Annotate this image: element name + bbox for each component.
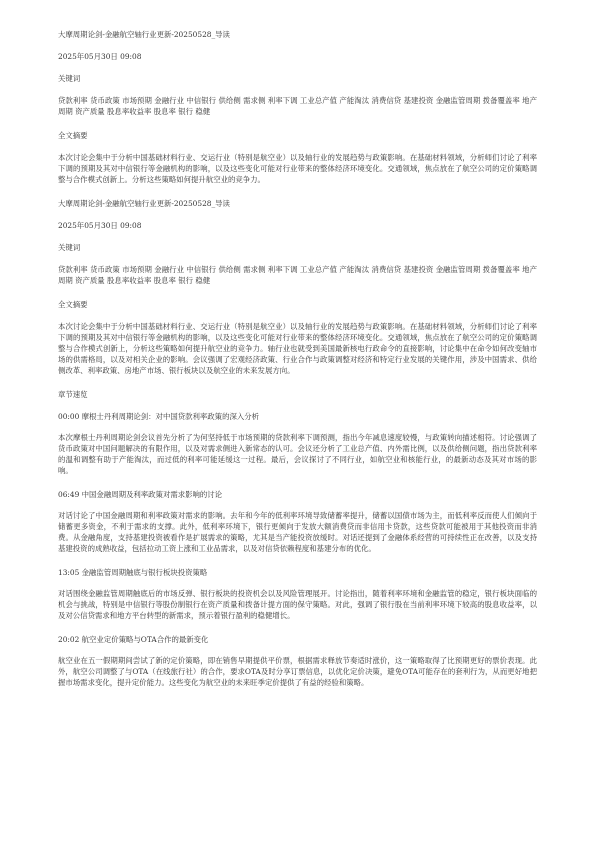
document-datetime: 2025年05月30日 09:08 (58, 221, 142, 230)
keywords-label: 关键词 (58, 74, 81, 83)
document-header-repeat (58, 198, 537, 376)
chapter-item (58, 411, 537, 476)
chapters-label: 章节速览 (58, 390, 88, 399)
chapter-item (58, 489, 537, 554)
chapter-body: 对话讨论了中国金融周期和利率政策对需求的影响。去年和今年的低利率环境导致储蓄率提升，储蓄以国债市场为主，而低利率反而使人们倾向于储蓄更多资金，不利于需求的支撑。此外，低利率环境下，银行更倾向于发放大额消费贷而非信用卡贷款，这些贷款可能被用于其他投资而非消费。从金融角度，支持基建投资被看作是扩展需求的策略，尤其是当产能投资放缓时。对话还提到了金融体系经营的可持续性正在改善，以及支持基建投资的成熟收益，包括拉动工资上涨和工业品需求，以及对信贷依赖程度和基建分布的优化。 (58, 511, 537, 553)
summary-label: 全文摘要 (58, 131, 88, 140)
document-header (58, 29, 537, 185)
summary-label: 全文摘要 (58, 300, 88, 309)
chapters-section (58, 389, 537, 688)
chapter-heading: 13:05 金融监管周期触底与银行板块投资策略 (58, 568, 208, 577)
summary-text: 本次讨论会集中于分析中国基础材料行业、交运行业（特别是航空业）以及轴行业的发展趋势与政策影响。在基础材料领域，分析师们讨论了利率下调的预期及其对中信银行等金融机构的影响，以及这些变化可能对行业带来的整体经济环境变化。交通领域，焦点放在了航空公司的定价策略调整与合作模式创新上。分析这些策略如何提升航空业的竞争力。 (58, 153, 537, 184)
chapter-heading: 00:00 摩根士丹利周期论剑：对中国贷款利率政策的深入分析 (58, 412, 260, 421)
keywords-text: 贷款利率 货币政策 市场预期 金融行业 中信银行 供给侧 需求侧 利率下调 工业总产值 产能淘汰 消费信贷 基建投资 金融监管周期 拨备覆盖率 地产周期 资产质量 股息率收益率 股息率 银行 稳健 (58, 96, 537, 116)
keywords-text: 贷款利率 货币政策 市场预期 金融行业 中信银行 供给侧 需求侧 利率下调 工业总产值 产能淘汰 消费信贷 基建投资 金融监管周期 拨备覆盖率 地产周期 资产质量 股息率收益率 股息率 银行 稳健 (58, 265, 537, 285)
document-title: 大摩周期论剑-金融航空轴行业更新-20250528_导读 (58, 30, 230, 39)
chapter-item (58, 634, 537, 688)
summary-text: 本次讨论会集中于分析中国基础材料行业、交运行业（特别是航空业）以及轴行业的发展趋势与政策影响。在基础材料领域，分析师们讨论了利率下调的预期及其对中信银行等金融机构的影响，以及这些变化可能对行业带来的整体经济环境变化。交通领域，焦点放在了航空公司的定价策略调整与合作模式创新上，分析这些策略如何提升航空业的竞争力。轴行业也就受到美国最新核电行政命令的直接影响，讨论集中在命令如何改变轴市场的供需格局，以及对相关企业的影响。会议强调了宏观经济政策、行业合作与政策调整对经济和特定行业发展的关键作用，涉及中国需求、供给侧改革、利率政策、房地产市场、银行板块以及航空业的未来发展方向。 (58, 322, 537, 375)
keywords-label: 关键词 (58, 243, 81, 252)
chapter-body: 对话围绕金融监管周期触底后的市场反弹、银行板块的投资机会以及风险管理展开。讨论指出，随着利率环境和金融监管的稳定，银行板块面临的机会与挑战，特别是中信银行等股份制银行在资产质量和拨备计提方面的保守策略。对此，强调了银行股在当前利率环境下较高的股息收益率，以及对公信贷需求和地方平台转型的新需求，预示着银行盈利的稳健增长。 (58, 589, 537, 620)
document-datetime: 2025年05月30日 09:08 (58, 52, 142, 61)
chapter-heading: 06:49 中国金融周期及利率政策对需求影响的讨论 (58, 490, 223, 499)
document-title: 大摩周期论剑-金融航空轴行业更新-20250528_导读 (58, 199, 230, 208)
chapter-body: 本次摩根士丹利周期论剑会议首先分析了为何坚持低于市场预期的贷款利率下调预测，指出今年减息速度较慢，与政策转向描述相符。讨论强调了货币政策对中国问题解决的有限作用，以及对需求侧进入新常态的认可。会议还分析了工业总产值、内外需比例，以及供给侧问题，指出贷款利率的温和调整有助于产能淘汰，而过低的利率可能延缓这一过程。最后，会议探讨了不同行业，如航空业和核能行业，的最新动态及其对市场的影响。 (58, 433, 537, 475)
chapter-item (58, 567, 537, 621)
chapter-heading: 20:02 航空业定价策略与OTA合作的最新变化 (58, 635, 209, 644)
chapter-body: 航空业在五一假期期间尝试了新的定价策略，即在销售早期提供平价票，根据需求释放节奏适时涨价，这一策略取得了比预期更好的票价表现。此外，航空公司调整了与OTA（在线旅行社）的合作，要求OTA及时分享订票信息，以优化定价决策，避免OTA可能存在的套利行为，从而更好地把握市场需求变化，提升定价能力。这些变化为航空业的未来旺季定价提供了有益的经验和策略。 (58, 656, 537, 687)
